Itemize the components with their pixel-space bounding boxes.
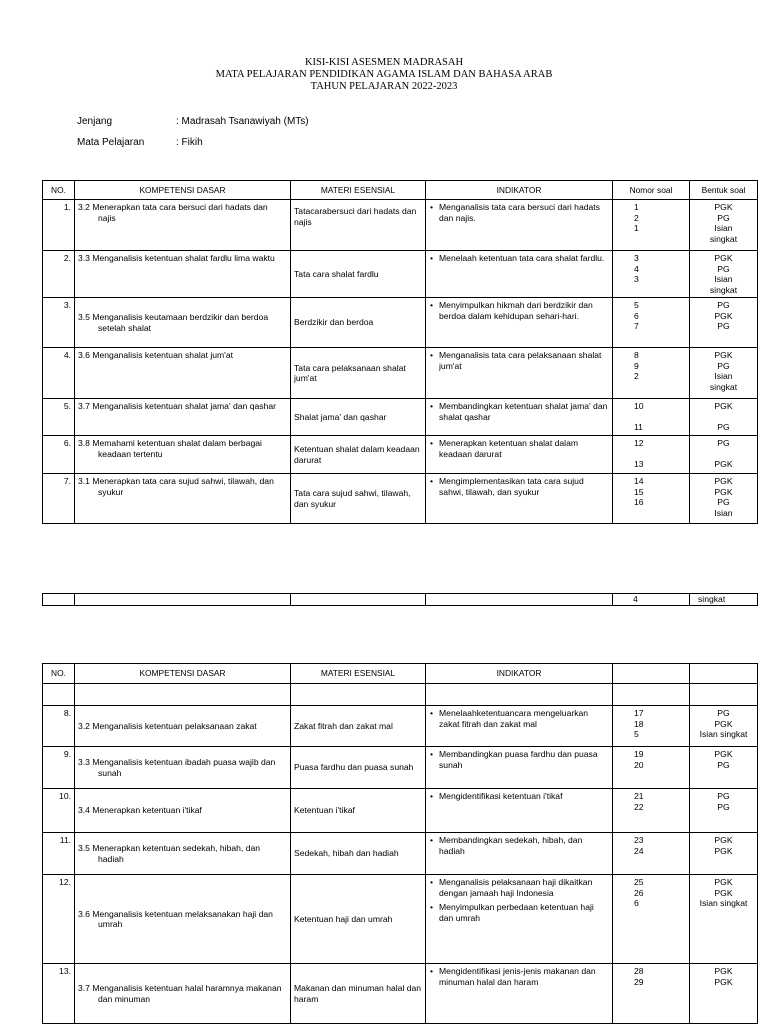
kompetensi-dasar-cell	[75, 706, 291, 747]
kompetensi-dasar-text: 3.8 Memahami ketentuan shalat dalam berbagai keadaan tertentu	[78, 438, 262, 459]
indikator-item: • Menyimpulkan perbedaan ketentuan haji dan umrah	[439, 902, 609, 923]
bentuk-soal-cell	[690, 747, 758, 789]
cont-nomor-cell: 4	[613, 594, 690, 606]
doc-title-line3: TAHUN PELAJARAN 2022-2023	[310, 81, 458, 92]
bentuk-soal-cell	[690, 200, 758, 251]
kisi-table-2	[42, 663, 758, 1024]
bentuk-soal-value: PG	[717, 791, 730, 801]
bentuk-soal-value: PG	[717, 300, 730, 310]
indikator-cell	[426, 833, 613, 875]
nomor-soal-value: 1	[634, 223, 639, 233]
row-number: 4.	[43, 348, 75, 399]
indikator-cell	[426, 200, 613, 251]
table-row	[43, 833, 758, 875]
indikator-cell	[426, 474, 613, 524]
nomor-soal-value: 19	[634, 749, 644, 759]
indikator-item: • Menganalisis tata cara bersuci dari hadats dan najis.	[439, 202, 609, 223]
row-number: 13.	[43, 964, 75, 1024]
bentuk-soal-value	[693, 412, 754, 423]
indikator-list	[429, 401, 609, 422]
bentuk-soal-value: singkat	[709, 381, 738, 392]
nomor-soal-value: 17	[634, 708, 644, 718]
jenjang-label: Jenjang	[77, 116, 113, 127]
nomor-soal-value: 12	[634, 438, 644, 448]
materi-esensial-cell: Tatacarabersuci dari hadats dan najis	[291, 200, 426, 251]
kompetensi-dasar-text: 3.3 Menganalisis ketentuan shalat fardlu lima waktu	[78, 253, 275, 263]
row-number: 8.	[43, 706, 75, 747]
indikator-list	[429, 438, 609, 459]
indikator-list	[429, 708, 609, 729]
col-bentuk-header	[690, 664, 758, 684]
table-row	[43, 594, 758, 606]
row-number: 5.	[43, 399, 75, 436]
bentuk-soal-value: Isian	[714, 223, 733, 233]
kompetensi-dasar-cell	[75, 833, 291, 875]
nomor-soal-cell	[613, 875, 690, 964]
kompetensi-dasar-text: 3.7 Menganalisis ketentuan shalat jama' dan qashar	[78, 401, 276, 411]
indikator-item: • Mengidentifikasi jenis-jenis makanan dan minuman halal dan haram	[439, 966, 609, 987]
bentuk-soal-cell	[690, 399, 758, 436]
kompetensi-dasar-cell	[75, 747, 291, 789]
table-header-row	[43, 664, 758, 684]
nomor-soal-value: 15	[634, 486, 644, 497]
kompetensi-dasar-text: 3.7 Menganalisis ketentuan halal haramnya makanan dan minuman	[78, 983, 282, 1004]
nomor-soal-cell	[613, 474, 690, 524]
indikator-list	[429, 202, 609, 223]
indikator-cell	[426, 298, 613, 348]
indikator-cell	[426, 251, 613, 298]
col-nomor-header	[613, 664, 690, 684]
kompetensi-dasar-cell	[75, 436, 291, 474]
table-row	[43, 251, 758, 298]
nomor-soal-value: 26	[634, 887, 644, 898]
doc-title-line1: KISI-KISI ASESMEN MADRASAH	[304, 57, 464, 68]
nomor-soal-cell	[613, 399, 690, 436]
kompetensi-dasar-text: 3.5 Menganalisis keutamaan berdzikir dan berdoa setelah shalat	[78, 312, 269, 333]
nomor-soal-value: 2	[634, 371, 639, 381]
nomor-soal-cell	[613, 833, 690, 875]
materi-esensial-cell: Ketentuan haji dan umrah	[291, 875, 426, 964]
indikator-list	[429, 877, 609, 923]
bentuk-soal-value: Isian singkat	[699, 898, 748, 908]
bentuk-soal-value: PGK	[714, 202, 733, 212]
indikator-item: • Membandingkan puasa fardhu dan puasa sunah	[439, 749, 609, 770]
bentuk-soal-value: PG	[717, 801, 730, 812]
nomor-soal-value: 22	[634, 801, 644, 812]
col-materi-header: MATERI ESENSIAL	[291, 664, 426, 684]
bentuk-soal-cell	[690, 789, 758, 833]
bentuk-soal-value: singkat	[709, 233, 738, 244]
col-no-header: NO.	[43, 664, 75, 684]
kompetensi-dasar-cell	[75, 298, 291, 348]
bentuk-soal-cell	[690, 348, 758, 399]
bentuk-soal-value: Isian	[714, 507, 733, 518]
nomor-soal-value: 13	[634, 459, 644, 469]
nomor-soal-cell	[613, 789, 690, 833]
bentuk-soal-value: Isian	[714, 274, 733, 284]
nomor-soal-cell	[613, 200, 690, 251]
cont-indikator-cell	[426, 594, 613, 606]
indikator-cell	[426, 747, 613, 789]
indikator-item: • Membandingkan sedekah, hibah, dan hadiah	[439, 835, 609, 856]
bentuk-soal-cell	[690, 706, 758, 747]
indikator-item: • Menganalisis pelaksanaan haji dikaitkan dengan jamaah haji Indonesia	[439, 877, 609, 898]
indikator-list	[429, 791, 609, 802]
nomor-soal-value: 7	[634, 321, 639, 331]
nomor-soal-value: 5	[634, 300, 639, 310]
nomor-soal-value: 4	[634, 263, 639, 274]
kompetensi-dasar-cell	[75, 200, 291, 251]
indikator-list	[429, 300, 609, 321]
indikator-item: • Menganalisis tata cara pelaksanaan shalat jum'at	[439, 350, 609, 371]
mapel-label: Mata Pelajaran	[77, 137, 145, 148]
nomor-soal-value: 11	[634, 422, 643, 432]
nomor-soal-value: 3	[634, 274, 639, 284]
row-number: 7.	[43, 474, 75, 524]
materi-esensial-cell: Berdzikir dan berdoa	[291, 298, 426, 348]
col-bentuk-header: Bentuk soal	[690, 181, 758, 200]
kompetensi-dasar-cell	[75, 964, 291, 1024]
bentuk-soal-value: PGK	[714, 350, 733, 360]
nomor-soal-value: 29	[634, 976, 644, 987]
bentuk-soal-cell	[690, 436, 758, 474]
nomor-soal-value: 23	[634, 835, 644, 845]
bentuk-soal-cell	[690, 251, 758, 298]
nomor-soal-cell	[613, 251, 690, 298]
bentuk-soal-value: PG	[717, 759, 730, 770]
materi-esensial-cell: Tata cara sujud sahwi, tilawah, dan syukur	[291, 474, 426, 524]
bentuk-soal-value: PGK	[714, 459, 733, 469]
table-row	[43, 706, 758, 747]
nomor-soal-value	[616, 449, 686, 460]
row-number: 11.	[43, 833, 75, 875]
nomor-soal-value: 1	[634, 202, 639, 212]
nomor-soal-value: 14	[634, 476, 644, 486]
table-row	[43, 200, 758, 251]
kompetensi-dasar-text: 3.2 Menerapkan tata cara bersuci dari hadats dan najis	[78, 202, 268, 223]
bentuk-soal-cell	[690, 474, 758, 524]
col-kd-header: KOMPETENSI DASAR	[75, 181, 291, 200]
nomor-soal-value: 18	[634, 718, 644, 729]
bentuk-soal-value: PG	[717, 708, 730, 718]
kompetensi-dasar-text: 3.1 Menerapkan tata cara sujud sahwi, tilawah, dan syukur	[78, 476, 274, 497]
materi-esensial-cell: Sedekah, hibah dan hadiah	[291, 833, 426, 875]
nomor-soal-value: 10	[634, 401, 644, 411]
bentuk-soal-value: PGK	[714, 401, 733, 411]
bentuk-soal-value: PGK	[714, 476, 733, 486]
bentuk-soal-value: PGK	[714, 845, 733, 856]
row-number: 1.	[43, 200, 75, 251]
nomor-soal-value: 20	[634, 759, 644, 770]
kompetensi-dasar-cell	[75, 875, 291, 964]
nomor-soal-value: 28	[634, 966, 644, 976]
cont-bentuk-cell: singkat	[690, 594, 758, 606]
table-header-row	[43, 181, 758, 200]
indikator-list	[429, 749, 609, 770]
kompetensi-dasar-text: 3.3 Menganalisis ketentuan ibadah puasa wajib dan sunah	[78, 757, 276, 778]
table-blank-row	[43, 684, 758, 706]
materi-esensial-cell: Ketentuan shalat dalam keadaan darurat	[291, 436, 426, 474]
indikator-item: • Membandingkan ketentuan shalat jama' dan shalat qashar	[439, 401, 609, 422]
materi-esensial-cell: Shalat jama' dan qashar	[291, 399, 426, 436]
cont-no-cell	[43, 594, 75, 606]
bentuk-soal-value: PG	[717, 422, 730, 432]
col-materi-header: MATERI ESENSIAL	[291, 181, 426, 200]
indikator-cell	[426, 789, 613, 833]
bentuk-soal-value: PGK	[714, 253, 733, 263]
bentuk-soal-value: PG	[717, 212, 730, 223]
nomor-soal-value: 24	[634, 845, 644, 856]
bentuk-soal-cell	[690, 964, 758, 1024]
indikator-list	[429, 835, 609, 856]
bentuk-soal-cell	[690, 298, 758, 348]
nomor-soal-value	[616, 412, 686, 423]
materi-esensial-cell: Makanan dan minuman halal dan haram	[291, 964, 426, 1024]
row-number: 9.	[43, 747, 75, 789]
table-row	[43, 436, 758, 474]
bentuk-soal-value: PG	[717, 497, 730, 507]
row-number: 3.	[43, 298, 75, 348]
row-number: 12.	[43, 875, 75, 964]
kompetensi-dasar-cell	[75, 789, 291, 833]
bentuk-soal-value: Isian	[714, 371, 733, 381]
col-no-header: NO.	[43, 181, 75, 200]
table-row	[43, 474, 758, 524]
kompetensi-dasar-text: 3.4 Menerapkan ketentuan i'tikaf	[78, 805, 202, 816]
bentuk-soal-value: PG	[717, 263, 730, 274]
materi-esensial-cell: Puasa fardhu dan puasa sunah	[291, 747, 426, 789]
nomor-soal-value: 25	[634, 877, 644, 887]
col-kd-header: KOMPETENSI DASAR	[75, 664, 291, 684]
table-row	[43, 298, 758, 348]
bentuk-soal-value: PG	[717, 321, 730, 331]
materi-esensial-cell: Zakat fitrah dan zakat mal	[291, 706, 426, 747]
bentuk-soal-value: PGK	[714, 966, 733, 976]
indikator-item: • Menyimpulkan hikmah dari berdzikir dan berdoa dalam kehidupan sehari-hari.	[439, 300, 609, 321]
kompetensi-dasar-cell	[75, 474, 291, 524]
bentuk-soal-value	[693, 449, 754, 460]
bentuk-soal-value: PGK	[714, 887, 733, 898]
bentuk-soal-value: PGK	[714, 835, 733, 845]
kisi-table-1	[42, 180, 758, 524]
bentuk-soal-value: PGK	[714, 976, 733, 987]
indikator-list	[429, 966, 609, 987]
nomor-soal-cell	[613, 747, 690, 789]
indikator-item: • Mengimplementasikan tata cara sujud sahwi, tilawah, dan syukur	[439, 476, 609, 497]
indikator-cell	[426, 399, 613, 436]
nomor-soal-cell	[613, 348, 690, 399]
indikator-cell	[426, 706, 613, 747]
bentuk-soal-value: PGK	[714, 749, 733, 759]
nomor-soal-value: 21	[634, 791, 644, 801]
bentuk-soal-value: PGK	[714, 310, 733, 321]
nomor-soal-value: 9	[634, 360, 639, 371]
row-number: 10.	[43, 789, 75, 833]
row-number: 6.	[43, 436, 75, 474]
mapel-value: : Fikih	[176, 137, 203, 148]
bentuk-soal-value: PG	[717, 360, 730, 371]
bentuk-soal-cell	[690, 875, 758, 964]
materi-esensial-cell: Tata cara shalat fardlu	[291, 251, 426, 298]
kompetensi-dasar-text: 3.6 Menganalisis ketentuan shalat jum'at	[78, 350, 233, 360]
nomor-soal-value: 6	[634, 898, 639, 908]
nomor-soal-cell	[613, 298, 690, 348]
bentuk-soal-value: PGK	[714, 486, 733, 497]
indikator-list	[429, 350, 609, 371]
indikator-cell	[426, 875, 613, 964]
bentuk-soal-value: PG	[717, 438, 730, 448]
continuation-table	[42, 593, 758, 606]
table-row	[43, 747, 758, 789]
doc-title-line2: MATA PELAJARAN PENDIDIKAN AGAMA ISLAM DAN BAHASA ARAB	[215, 69, 553, 80]
nomor-soal-cell	[613, 964, 690, 1024]
indikator-list	[429, 476, 609, 497]
materi-esensial-cell: Ketentuan i'tikaf	[291, 789, 426, 833]
jenjang-value: : Madrasah Tsanawiyah (MTs)	[176, 116, 309, 127]
bentuk-soal-cell	[690, 833, 758, 875]
indikator-cell	[426, 436, 613, 474]
materi-esensial-cell: Tata cara pelaksanaan shalat jum'at	[291, 348, 426, 399]
cont-kd-cell	[75, 594, 291, 606]
kompetensi-dasar-cell	[75, 399, 291, 436]
nomor-soal-value: 16	[634, 497, 644, 507]
table-row	[43, 964, 758, 1024]
indikator-item: • Menelaah ketentuan tata cara shalat fardlu.	[439, 253, 609, 264]
nomor-soal-cell	[613, 706, 690, 747]
table-row	[43, 399, 758, 436]
col-indikator-header: INDIKATOR	[426, 664, 613, 684]
kompetensi-dasar-cell	[75, 251, 291, 298]
indikator-cell	[426, 964, 613, 1024]
indikator-item: • Menelaahketentuancara mengeluarkan zakat fitrah dan zakat mal	[439, 708, 609, 729]
nomor-soal-value: 3	[634, 253, 639, 263]
nomor-soal-value: 6	[634, 310, 639, 321]
table-row	[43, 789, 758, 833]
kompetensi-dasar-cell	[75, 348, 291, 399]
nomor-soal-value: 5	[634, 729, 639, 739]
cont-materi-cell	[291, 594, 426, 606]
nomor-soal-value: 2	[634, 212, 639, 223]
indikator-item: • Mengidentifikasi ketentuan i'tikaf	[439, 791, 609, 802]
row-number: 2.	[43, 251, 75, 298]
indikator-list	[429, 253, 609, 264]
table-row	[43, 875, 758, 964]
nomor-soal-value: 8	[634, 350, 639, 360]
bentuk-soal-value: singkat	[709, 284, 738, 295]
indikator-item: • Menerapkan ketentuan shalat dalam keadaan darurat	[439, 438, 609, 459]
bentuk-soal-value: Isian singkat	[699, 729, 748, 739]
kompetensi-dasar-text: 3.5 Menerapkan ketentuan sedekah, hibah, dan hadiah	[78, 843, 261, 864]
col-nomor-header: Nomor soal	[613, 181, 690, 200]
col-indikator-header: INDIKATOR	[426, 181, 613, 200]
bentuk-soal-value: PGK	[714, 718, 733, 729]
kompetensi-dasar-text: 3.6 Menganalisis ketentuan melaksanakan haji dan umrah	[78, 908, 273, 929]
kompetensi-dasar-text: 3.2 Menganalisis ketentuan pelaksanaan zakat	[78, 720, 257, 731]
indikator-cell	[426, 348, 613, 399]
table-row	[43, 348, 758, 399]
bentuk-soal-value: PGK	[714, 877, 733, 887]
nomor-soal-cell	[613, 436, 690, 474]
